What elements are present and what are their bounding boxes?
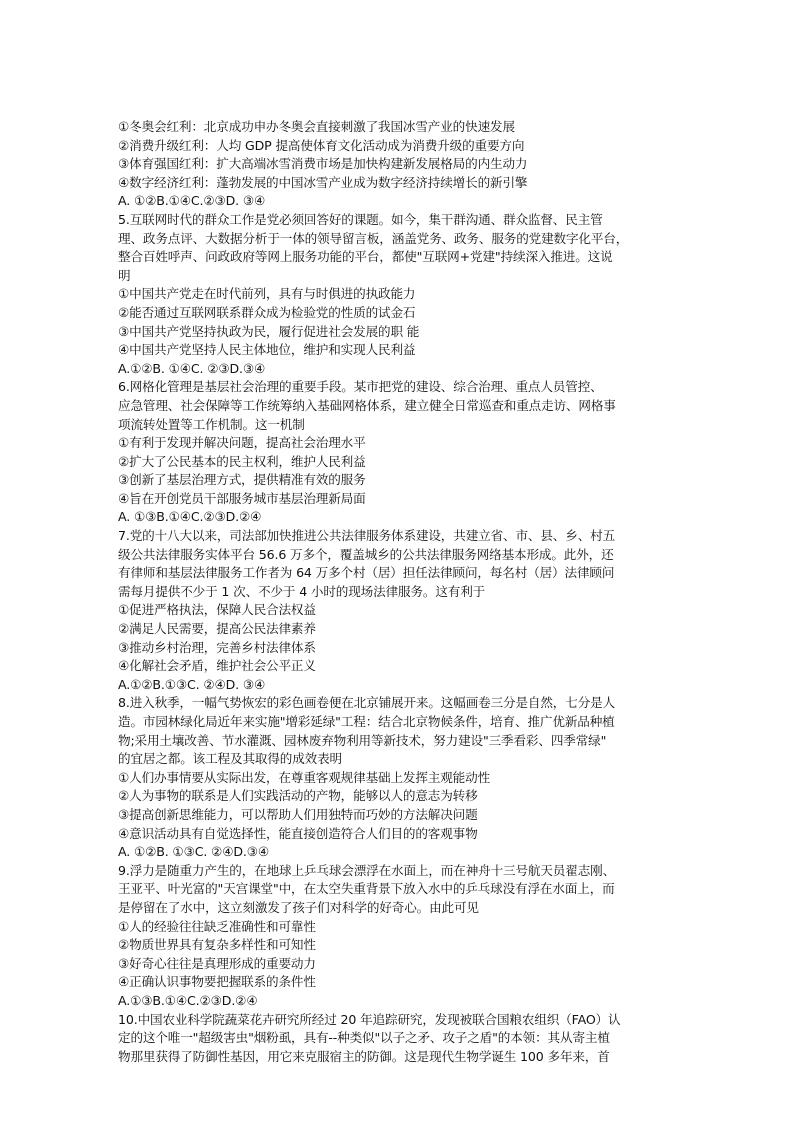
question-stem-line: 级公共法律服务实体平台 56.6 万多个，覆盖城乡的公共法律服务网络基本形成。此外，还 (118, 546, 614, 562)
option-line: ①人们办事情要从实际出发，在尊重客观规律基础上发挥主观能动性 (118, 769, 491, 785)
question-stem-line: 理、政务点评、大数据分析于一体的领导留言板，涵盖党务、政务、服务的党建数字化平台， (118, 230, 629, 246)
question-stem-line: 造。市园林绿化局近年来实施"增彩延绿"工程：结合北京物候条件，培育、推广优新品种植 (118, 714, 615, 729)
option-line: ③中国共产党坚持执政为民，履行促进社会发展的职 能 (118, 323, 420, 339)
question-9 (118, 862, 684, 1011)
option-line: ③体育强国红利：扩大高端冰雪消费市场是加快构建新发展格局的内生动力 (118, 156, 528, 172)
option-line: ③好奇心往往是真理形成的重要动力 (118, 955, 316, 971)
option-line: ③提高创新思维能力，可以帮助人们用独特而巧妙的方法解决问题 (118, 806, 478, 822)
option-line: ①冬奥会红利：北京成功申办冬奥会直接刺激了我国冰雪产业的快速发展 (118, 119, 515, 134)
answer-choices: A.①②B.①③C. ②④D. ③④ (118, 676, 266, 692)
option-line: ②人为事物的联系是人们实践活动的产物，能够以人的意志为转移 (118, 788, 478, 804)
question-stem-line: 物那里获得了防御性基因，用它来克服宿主的防御。这是现代生物学诞生 100 多年来，首 (118, 1048, 610, 1064)
answer-choices: A.①②B. ①④C. ②③D.③④ (118, 360, 266, 376)
answer-choices: A.①③B.①④C.②③D.②④ (118, 992, 258, 1008)
option-line: ④中国共产党坚持人民主体地位，维护和实现人民利益 (118, 342, 416, 358)
question-8 (118, 694, 684, 861)
question-4-tail (118, 118, 684, 211)
question-7 (118, 527, 684, 694)
question-stem-line: 项流转处置等工作机制。这一机制 (118, 416, 305, 432)
question-stem-line: 7.党的十八大以来，司法部加快推进公共法律服务体系建设，共建立省、市、县、乡、村五 (118, 528, 616, 544)
option-line: ②满足人民需要，提高公民法律素养 (118, 621, 316, 637)
option-line: ④旨在开创党员干部服务城市基层治理新局面 (118, 490, 366, 506)
question-stem-line: 9.浮力是随重力产生的，在地球上乒乓球会漂浮在水面上，而在神舟十三号航天员翟志刚、 (118, 862, 616, 878)
option-line: ③创新了基层治理方式，提供精准有效的服务 (118, 472, 366, 488)
option-line: ④正确认识事物要把握联系的条件性 (118, 974, 316, 990)
question-stem-line: 的宜居之都。该工程及其取得的成效表明 (118, 751, 342, 767)
question-stem-line: 10.中国农业科学院蔬菜花卉研究所经过 20 年追踪研究，发现被联合国粮农组织（FAO）认 (118, 1011, 621, 1027)
option-line: ①中国共产党走在时代前列，具有与时俱进的执政能力 (118, 286, 416, 302)
question-stem-line: 有律师和基层法律服务工作者为 64 万多个村（居）担任法律顾问，每名村（居）法律顾问 (118, 565, 615, 581)
option-line: ①有利于发现并解决问题，提高社会治理水平 (118, 435, 366, 451)
question-stem-line: 整合百姓呼声、问政政府等网上服务功能的平台，都使"互联网+党建"持续深入推进。这说 (118, 249, 613, 265)
option-line: ②消费升级红利：人均 GDP 提高使体育文化活动成为消费升级的重要方向 (118, 137, 525, 153)
option-line: ③推动乡村治理，完善乡村法律体系 (118, 639, 316, 655)
option-line: ②扩大了公民基本的民主权利，维护人民利益 (118, 453, 366, 469)
question-stem-line: 6.网格化管理是基层社会治理的重要手段。某市把党的建设、综合治理、重点人员管控、 (118, 379, 603, 395)
question-stem-line: 8.进入秋季，一幅气势恢宏的彩色画卷便在北京铺展开来。这幅画卷三分是自然，七分是人 (118, 695, 616, 711)
question-stem-line: 5.互联网时代的群众工作是党必须回答好的课题。如今，集干群沟通、群众监督、民主管 (118, 211, 603, 227)
answer-choices: A. ①③B.①④C.②③D.②④ (118, 509, 262, 525)
question-stem-line: 应急管理、社会保障等工作统筹纳入基础网格体系，建立健全日常巡查和重点走访、网格事 (118, 397, 616, 413)
answer-choices: A. ①②B. ①③C. ②④D.③④ (118, 844, 270, 860)
option-line: ①促进严格执法，保障人民合法权益 (118, 602, 316, 618)
option-line: ②能否通过互联网联系群众成为检验党的性质的试金石 (118, 304, 416, 320)
option-line: ④化解社会矛盾，维护社会公平正义 (118, 658, 316, 674)
question-stem-line: 王亚平、叶光富的"天宫课堂"中，在太空失重背景下放入水中的乒乓球没有浮在水面上，而 (118, 881, 615, 897)
option-line: ②物质世界具有复杂多样性和可知性 (118, 937, 316, 953)
option-line: ④数字经济红利：蓬勃发展的中国冰雪产业成为数字经济持续增长的新引擎 (118, 174, 528, 190)
question-stem-line: 需每月提供不少于 1 次、不少于 4 小时的现场法律服务。这有利于 (118, 583, 486, 599)
answer-choices: A. ①②B.①④C.②③D. ③④ (118, 193, 266, 209)
question-10 (118, 1011, 684, 1067)
option-line: ④意识活动具有自觉选择性，能直接创造符合人们目的的客观事物 (118, 825, 478, 841)
question-stem-line: 定的这个唯一"超级害虫"烟粉虱，具有--种类似"以子之矛、攻子之盾"的本领：其从寄主植 (118, 1030, 610, 1046)
question-stem-line: 明 (118, 267, 131, 283)
question-stem-line: 物;采用土壤改善、节水灌溉、园林废弃物利用等新技术，努力建设"三季看彩、四季常绿" (118, 732, 607, 748)
option-line: ①人的经验往往缺乏准确性和可靠性 (118, 918, 316, 934)
exam-page (118, 118, 684, 1066)
question-6 (118, 378, 684, 527)
question-stem-line: 是停留在了水中，这立刻激发了孩子们对科学的好奇心。由此可见 (118, 899, 479, 915)
question-5 (118, 211, 684, 378)
